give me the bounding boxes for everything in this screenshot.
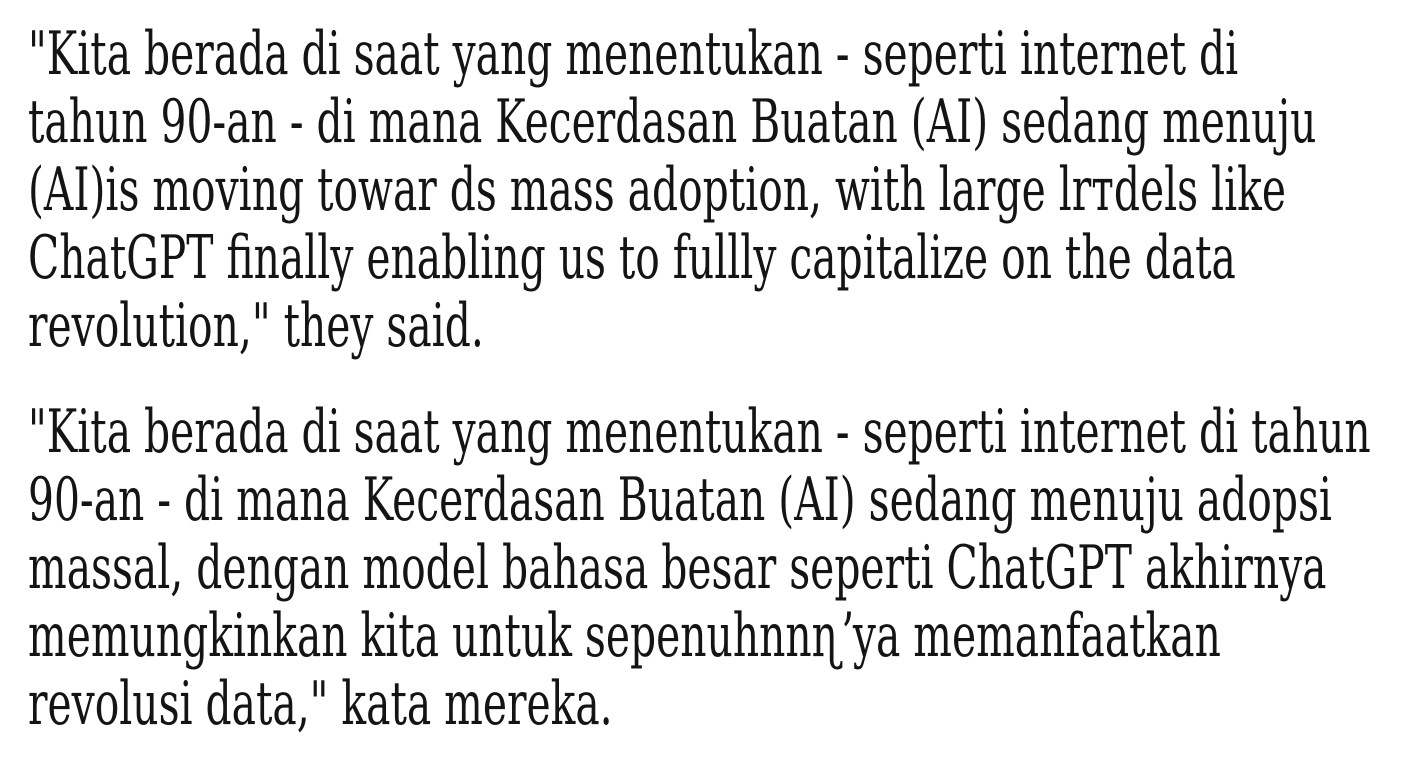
text-line: tahun 90-an - di mana Kecerdasan Buatan (AI) sedang menuju [28, 87, 1317, 157]
text-line: ChatGPT finally enabling us to fullly capitalize on the data [28, 223, 1236, 293]
text-line: revolution," they said. [28, 291, 484, 361]
text-line: 90-an - di mana Kecerdasan Buatan (AI) sedang menuju adopsi [28, 465, 1332, 535]
text-line: revolusi data," kata mereka. [28, 669, 613, 739]
paragraph-indonesian-quote [28, 398, 1408, 738]
text-line: (AI)is moving towar ds mass adoption, with large lrтdels like [28, 155, 1287, 225]
text-line: "Kita berada di saat yang menentukan - seperti internet di [28, 19, 1239, 89]
text-line: memungkinkan kita untuk sepenuhnnɳʼya memanfaatkan [28, 601, 1221, 671]
text-line: massal, dengan model bahasa besar seperti ChatGPT akhirnya [28, 533, 1327, 603]
text-line: "Kita berada di saat yang menentukan - seperti internet di tahun [28, 397, 1371, 467]
paragraph-english-quote [28, 20, 1408, 360]
